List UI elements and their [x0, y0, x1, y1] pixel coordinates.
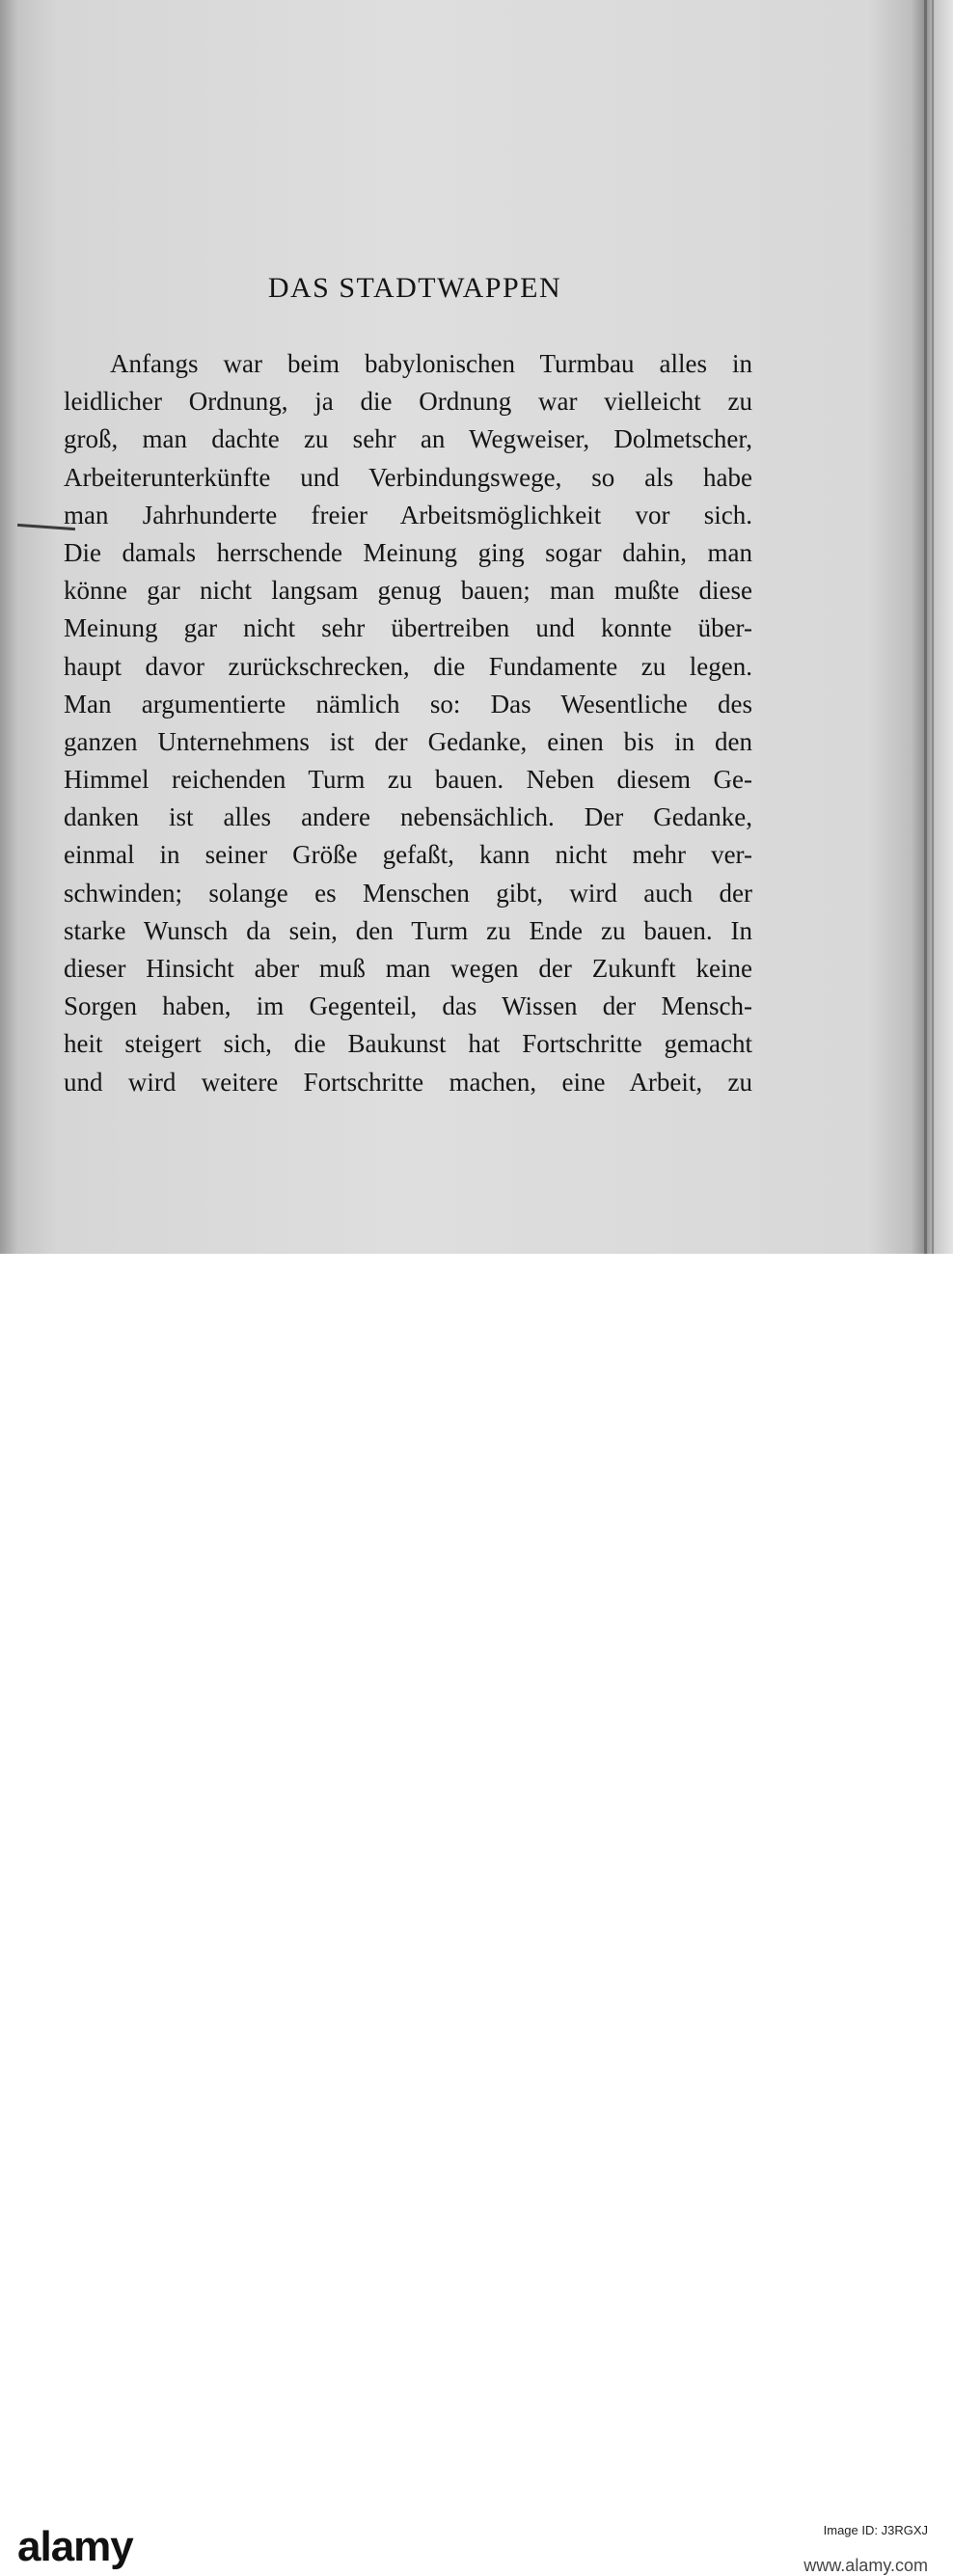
image-id-label: Image ID: J3RGXJ [823, 2523, 928, 2537]
page-edge [924, 0, 927, 1254]
text-line: leidlicher Ordnung, ja die Ordnung war vielleicht zu [64, 387, 752, 417]
text-line: haupt davor zurückschrecken, die Fundamente zu legen. [64, 651, 752, 681]
text-line: starke Wunsch da sein, den Turm zu Ende zu bauen. In [64, 915, 752, 945]
text-line: einmal in seiner Größe gefaßt, kann nicht mehr ver- [64, 840, 752, 870]
text-line: dieser Hinsicht aber muß man wegen der Zukunft keine [64, 954, 752, 983]
stock-footer [0, 1254, 953, 2575]
text-line: ganzen Unternehmens ist der Gedanke, einen bis in den [64, 726, 752, 756]
text-line: Meinung gar nicht sehr übertreiben und konnte über- [64, 613, 752, 643]
text-line: Die damals herrschende Meinung ging sogar dahin, man [64, 537, 752, 567]
text-line: schwinden; solange es Menschen gibt, wird auch der [64, 878, 752, 908]
chapter-title: DAS STADTWAPPEN [267, 272, 562, 304]
text-line: man Jahrhunderte freier Arbeitsmöglichkeit vor sich. [64, 500, 752, 529]
text-line: Arbeiterunterkünfte und Verbindungswege, so als habe [64, 462, 752, 492]
text-line: und wird weitere Fortschritte machen, eine Arbeit, zu [64, 1067, 752, 1097]
page-edge [932, 0, 934, 1254]
alamy-logo: alamy [17, 2523, 133, 2570]
text-line: könne gar nicht langsam genug bauen; man mußte diese [64, 576, 752, 606]
site-url: www.alamy.com [803, 2556, 928, 2575]
text-line: Himmel reichenden Turm zu bauen. Neben diesem Ge- [64, 765, 752, 795]
body-paragraph [64, 345, 752, 1101]
scanned-page [0, 0, 953, 1254]
text-line: Sorgen haben, im Gegenteil, das Wissen der Mensch- [64, 991, 752, 1021]
text-line: heit steigert sich, die Baukunst hat Fortschritte gemacht [64, 1029, 752, 1059]
text-line: Anfangs war beim babylonischen Turmbau alles in [110, 349, 752, 378]
text-line: Man argumentierte nämlich so: Das Wesentliche des [64, 689, 752, 719]
text-line: groß, man dachte zu sehr an Wegweiser, Dolmetscher, [64, 424, 752, 454]
text-line: danken ist alles andere nebensächlich. Der Gedanke, [64, 802, 752, 832]
